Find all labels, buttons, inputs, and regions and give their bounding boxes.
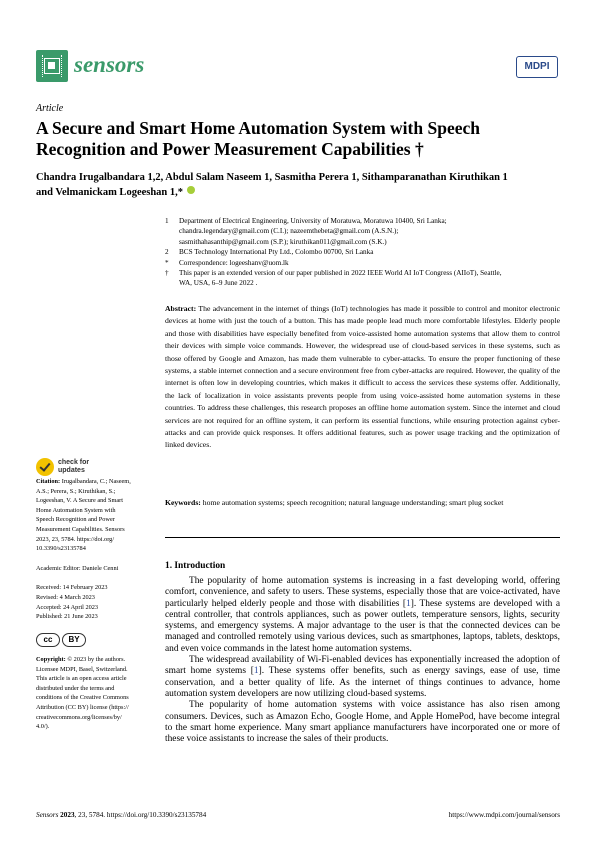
article-type: Article: [36, 103, 64, 114]
authors-line-2: and Velmanickam Logeeshan 1,*: [36, 187, 184, 198]
abstract: [165, 303, 560, 452]
citation-link[interactable]: 1: [406, 598, 411, 609]
journal-name: sensors: [74, 52, 145, 77]
check-for-updates-button[interactable]: check for updates: [36, 458, 89, 476]
abstract-text: The advancement in the internet of things (IoT) technologies has made it possible to control and monitor electronic devices at home with just the touch of a button. This has made people lead much more comfortable lifestyles. Elderly people and those with disabilities have especially benefited from voice-assisted home automation systems that allow them to control their devices with simple voice commands. However, the widespread use of cloud-based services in these systems, such as those offered by Google and Amazon, has made them vulnerable to cyber-attacks. To ensure the proper functioning of these systems, a stable internet connection and a secure environment free from cyber-attacks are required. However, the quality of the internet is often low in developing countries, which makes it difficult to access the services these systems offer. Additionally, the lack of localization in voice assistants prevents people from using voice-assisted home automation systems in these countries. To address these challenges, this research proposes an offline home automation system. Since the internet and cloud services are not required for an offline system, it can perform its essential functions, while ensuring protection against cyber-attacks and can provide quick responses. It offers additional features, such as power usage tracking and the optimization of linked devices.: [165, 304, 560, 450]
affiliation-item: 2 BCS Technology International Pty Ltd., Colombo 00700, Sri Lanka: [165, 248, 374, 257]
keywords-label: Keywords:: [165, 498, 201, 507]
academic-editor: Academic Editor: Daniele Cenni: [36, 564, 119, 572]
revised-date: Revised: 4 March 2023: [36, 593, 95, 601]
journal-logo-icon: [36, 50, 68, 82]
correspondence: * Correspondence: logeeshanv@uom.lk: [165, 258, 289, 267]
citation-link[interactable]: 1: [253, 666, 259, 677]
divider: [165, 537, 560, 538]
abstract-label: Abstract:: [165, 304, 197, 313]
journal-url[interactable]: https://www.mdpi.com/journal/sensors: [448, 811, 560, 819]
author-list: [36, 170, 556, 200]
paragraph: The popularity of home automation systems is increasing in a fast developing world, offering comfort, convenience, and safety to users. These systems, especially those that are voice-activated, have particularly helped elderly people and those with disabilities [1]. These systems are developed with a central controller, that controls appliances, such as power outlets, temperature sensors, lights, security systems, and emergency systems. A major advantage to the user is that the connected devices can be managed and controlled remotely using various devices, such as smartphones, laptops, tablets, desktops, and even voice commands in the latest home automation systems.: [165, 576, 560, 654]
paragraph: The popularity of home automation systems with voice assistance has also risen among consumers. Devices, such as Amazon Echo, Google Home, and Apple HomePod, have become integral to the smart home experience. Many smart appliance manufacturers have incorporated one or more of these voice assistants to increase the sales of their products.: [165, 700, 560, 745]
received-date: Received: 14 February 2023: [36, 584, 108, 592]
keywords-text: home automation systems; speech recognition; natural language understanding; smart plug socket: [202, 498, 504, 507]
section-heading: 1. Introduction: [165, 561, 226, 571]
mdpi-logo: MDPI: [516, 56, 558, 78]
check-updates-icon: [36, 458, 54, 476]
extended-version-note: † This paper is an extended version of our paper published in 2022 IEEE World AI IoT Congress (AIIoT), Seattle, WA, USA, 6–9 June 2022 .: [165, 269, 502, 288]
article-title: A Secure and Smart Home Automation System with Speech Recognition and Power Measurement Capabilities †: [36, 118, 480, 159]
introduction-body: [165, 576, 560, 745]
copyright-block: Copyright: © 2023 by the authors. Licensee MDPI, Basel, Switzerland. This article is an open access article distributed under the terms and conditions of the Creative Commons Attribution (CC BY) license (https:// creativecommons.org/licenses/by/ 4.0/).: [36, 656, 129, 731]
affiliations: [165, 216, 560, 289]
paragraph: The widespread availability of Wi-Fi-enabled devices has exponentially increased the adoption of smart home systems [1]. These systems offer benefits, such as energy savings, ease of use, time conservation, and a better quality of life. As the internet of things continues to advance, home automation system developers are now utilizing cloud-based systems.: [165, 655, 560, 699]
affiliation-item: 1 Department of Electrical Engineering, University of Moratuwa, Moratuwa 10400, Sri Lanka; chandra.legendary@gmail.com (C.I.); nazeemthebeta@gmail.com (A.S.N.); sasmithahasanthip@gmail.com (S.P.); kiruthikan011@gmail.com (S.K.): [165, 217, 447, 246]
published-date: Published: 21 June 2023: [36, 613, 98, 621]
authors-line-1: Chandra Irugalbandara 1,2, Abdul Salam Naseem 1, Sasmitha Perera 1, Sithamparanathan Kiruthikan 1: [36, 172, 508, 183]
cc-by-license-icon[interactable]: cc BY: [36, 633, 88, 647]
footer-citation: Sensors 2023, 23, 5784. https://doi.org/10.3390/s23135784: [36, 811, 207, 819]
citation-block: Citation: Irugalbandara, C.; Naseem, A.S.; Perera, S.; Kiruthikan, S.; Logeeshan, V. A Secure and Smart Home Automation System with Speech Recognition and Power Measurement Capabilities. Sensors 2023, 23, 5784. https://doi.org/ 10.3390/s23135784 Academic Editor: Daniele Cenni Received: 14 February 2023 Revised: 4 March 2023 Accepted: 24 April 2023 Published: 21 June 2023: [36, 477, 158, 622]
keywords: [165, 497, 560, 509]
accepted-date: Accepted: 24 April 2023: [36, 603, 99, 611]
orcid-icon[interactable]: [187, 186, 195, 194]
